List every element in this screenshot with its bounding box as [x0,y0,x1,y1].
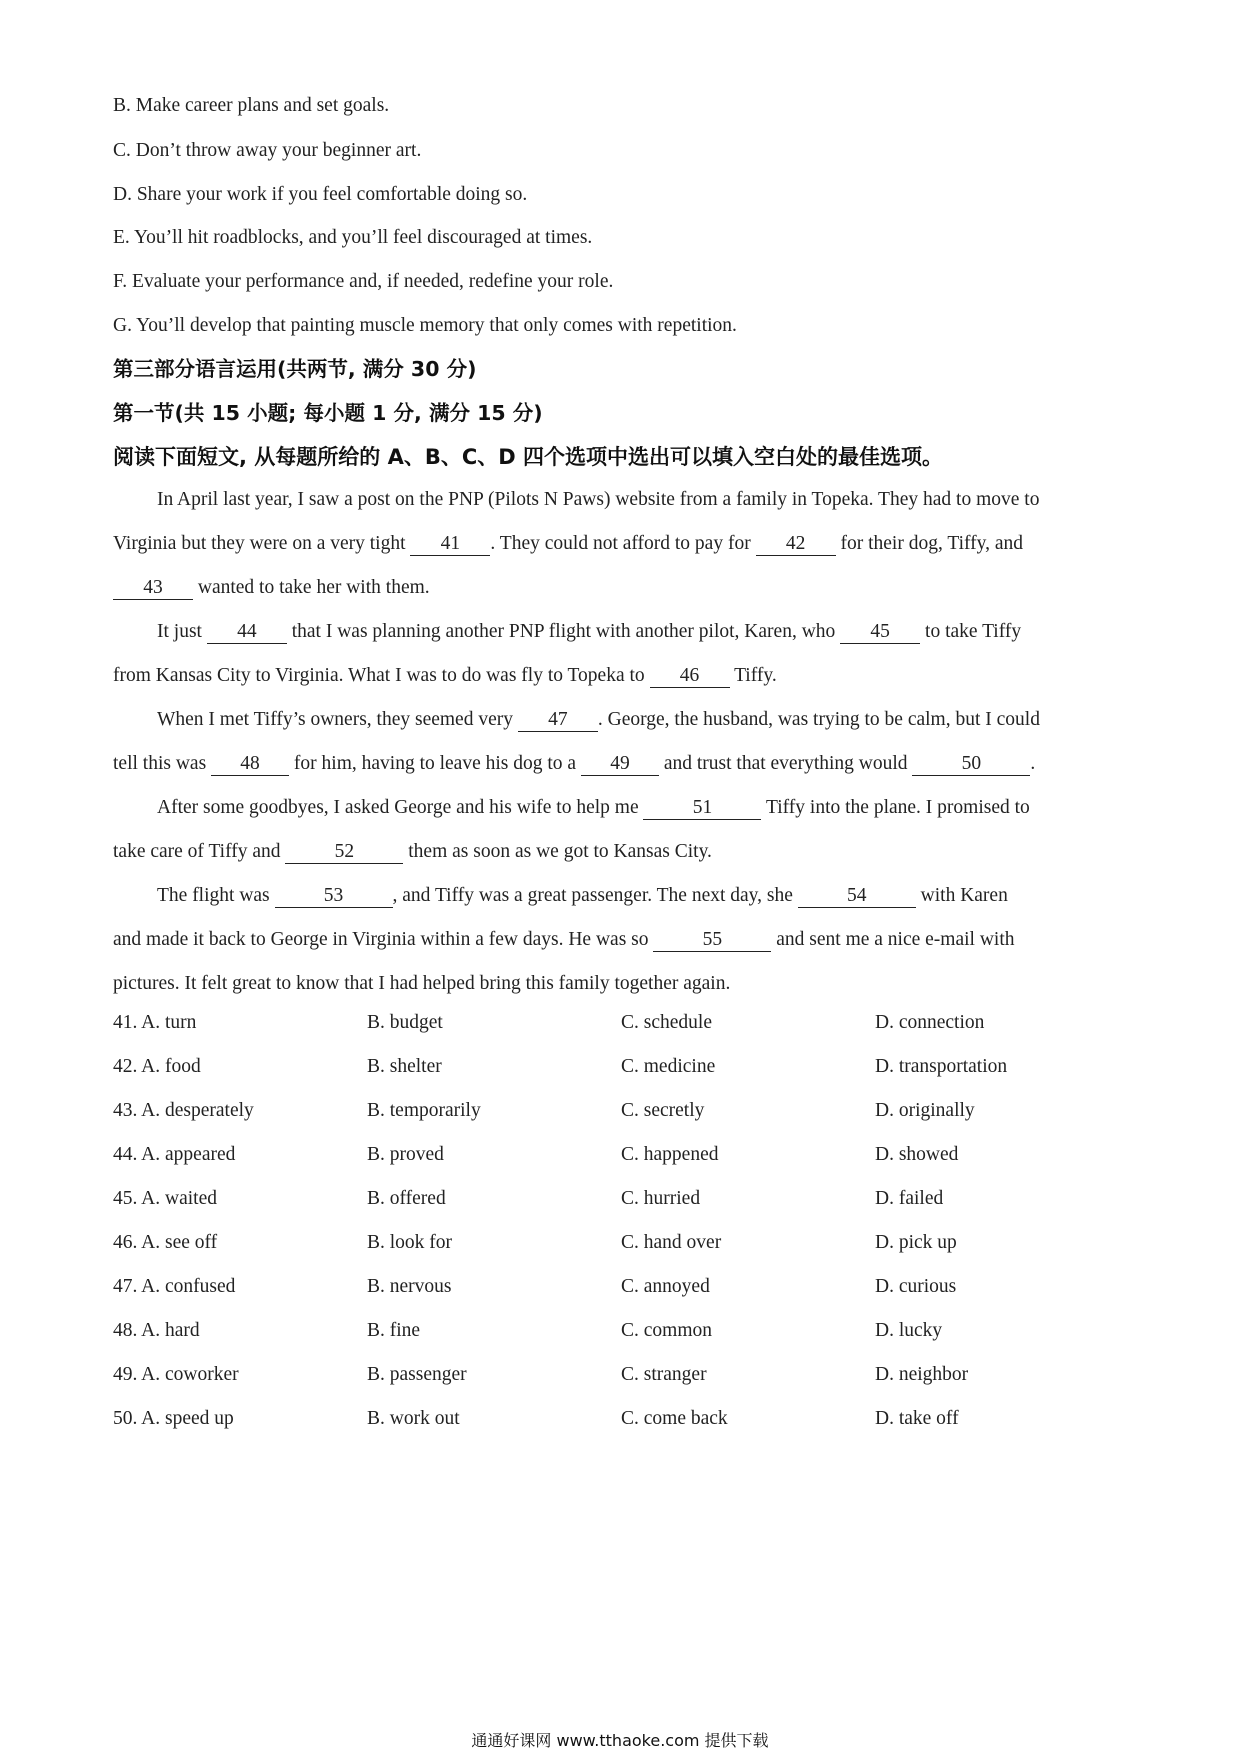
instruction-text: 阅读下面短文, 从每题所给的 A、B、C、D 四个选项中选出可以填入空白处的最佳选项。 [113,445,944,469]
blank-46: 46 [650,665,730,688]
blank-50: 50 [912,753,1030,776]
option-g: G. You’ll develop that painting muscle memory that only comes with repetition. [113,315,737,336]
blank-48: 48 [211,753,289,776]
blank-43: 43 [113,577,193,600]
passage-line: Virginia but they were on a very tight 41 . They could not afford to pay for 42 for their dog, Tiffy, and [113,533,1024,554]
blank-44: 44 [207,621,287,644]
passage-line: It just 44 that I was planning another PNP flight with another pilot, Karen, who 45 to take Tiffy [157,621,1022,642]
passage-line: take care of Tiffy and 52 them as soon as we got to Kansas City. [113,841,712,862]
passage-line: The flight was 53 , and Tiffy was a great passenger. The next day, she 54 with Karen [157,885,1008,906]
passage-line: and made it back to George in Virginia within a few days. He was so 55 and sent me a nice e-mail with [113,929,1015,950]
option-d: D. Share your work if you feel comfortable doing so. [113,184,528,205]
question-41: 41. A. turn B. budget C. schedule D. connection [113,1012,985,1033]
option-e: E. You’ll hit roadblocks, and you’ll feel discouraged at times. [113,227,593,248]
question-50: 50. A. speed up B. work out C. come back D. take off [113,1408,959,1429]
blank-42: 42 [756,533,836,556]
question-48: 48. A. hard B. fine C. common D. lucky [113,1320,943,1341]
blank-49: 49 [581,753,659,776]
footer-watermark: 通通好课网 www.tthaoke.com 提供下载 [471,1731,769,1750]
question-47: 47. A. confused B. nervous C. annoyed D. curious [113,1276,957,1297]
passage-line: 43 wanted to take her with them. [113,576,1133,600]
question-49: 49. A. coworker B. passenger C. stranger D. neighbor [113,1364,969,1385]
blank-52: 52 [285,841,403,864]
part-title: 第三部分语言运用(共两节, 满分 30 分) [113,357,477,381]
passage-line: When I met Tiffy’s owners, they seemed very 47 . George, the husband, was trying to be calm, but I could [157,709,1040,730]
subsection-title: 第一节(共 15 小题; 每小题 1 分, 满分 15 分) [113,401,543,425]
question-44: 44. A. appeared B. proved C. happened D. showed [113,1144,959,1165]
option-b: B. Make career plans and set goals. [113,95,390,116]
passage-line: After some goodbyes, I asked George and his wife to help me 51 Tiffy into the plane. I promised to [157,797,1030,818]
passage-line: pictures. It felt great to know that I had helped bring this family together again. [113,973,731,994]
blank-51: 51 [643,797,761,820]
blank-47: 47 [518,709,598,732]
passage-line: tell this was 48 for him, having to leave his dog to a 49 and trust that everything would 50 . [113,753,1036,774]
blank-55: 55 [653,929,771,952]
blank-54: 54 [798,885,916,908]
blank-45: 45 [840,621,920,644]
option-f: F. Evaluate your performance and, if needed, redefine your role. [113,271,614,292]
question-43: 43. A. desperately B. temporarily C. secretly D. originally [113,1100,975,1121]
blank-53: 53 [275,885,393,908]
passage-line: In April last year, I saw a post on the PNP (Pilots N Paws) website from a family in Topeka. They had to move to [157,489,1040,510]
question-45: 45. A. waited B. offered C. hurried D. failed [113,1188,944,1209]
passage-line: from Kansas City to Virginia. What I was to do was fly to Topeka to 46 Tiffy. [113,665,777,686]
blank-41: 41 [410,533,490,556]
question-46: 46. A. see off B. look for C. hand over D. pick up [113,1232,957,1253]
option-c: C. Don’t throw away your beginner art. [113,140,422,161]
question-42: 42. A. food B. shelter C. medicine D. transportation [113,1056,1008,1077]
